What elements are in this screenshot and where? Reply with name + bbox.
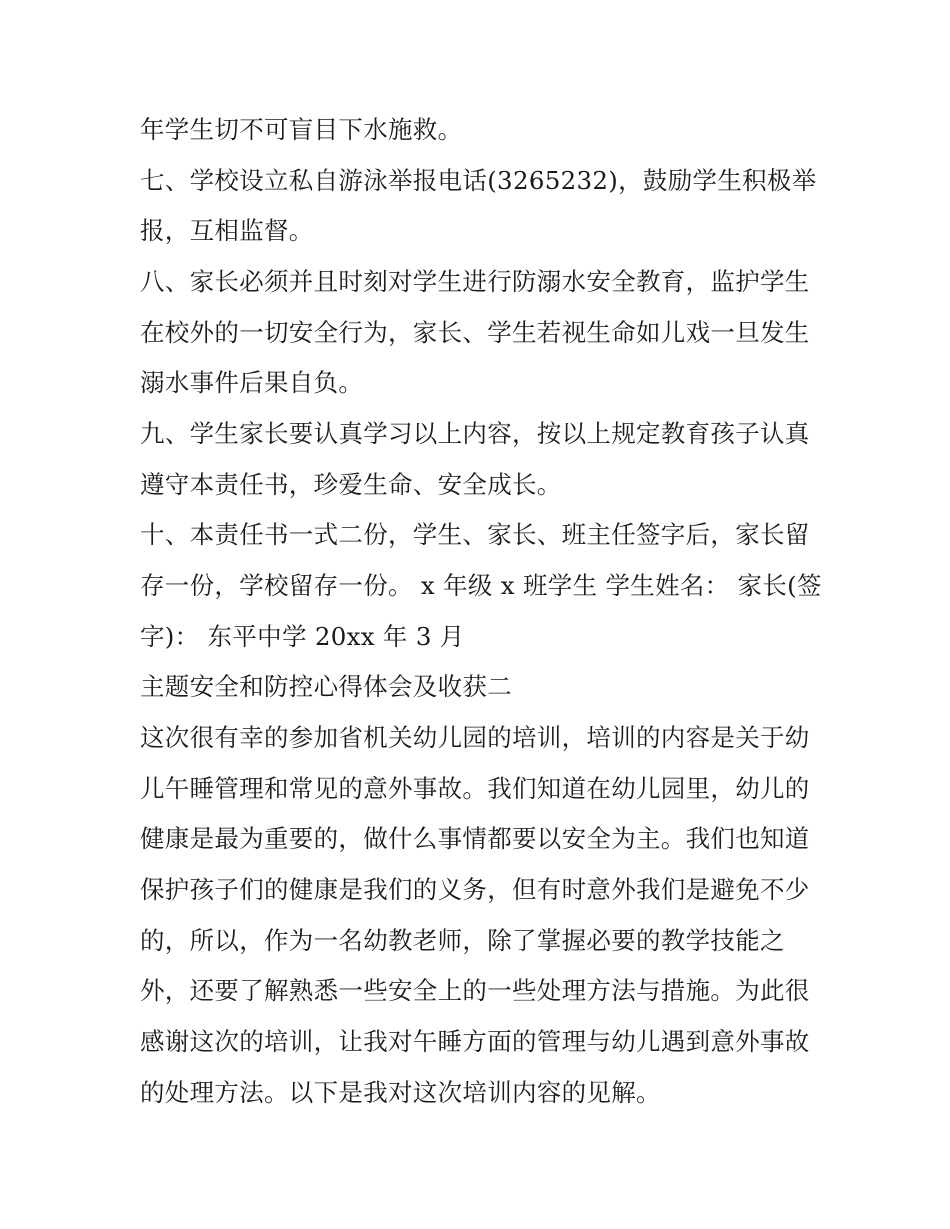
section-heading: 主题安全和防控心得体会及收获二 xyxy=(140,672,512,701)
text-line: 八、家长必须并且时刻对学生进行防溺水安全教育，监护学生 xyxy=(140,267,810,296)
text-line: 儿午睡管理和常见的意外事故。我们知道在幼儿园里，幼儿的 xyxy=(140,774,810,803)
text-line: 遵守本责任书，珍爱生命、安全成长。 xyxy=(140,470,562,499)
text-line: 的，所以，作为一名幼教老师，除了掌握必要的教学技能之 xyxy=(140,926,785,955)
text-line: 保护孩子们的健康是我们的义务，但有时意外我们是避免不少 xyxy=(140,875,810,904)
text-line: 在校外的一切安全行为，家长、学生若视生命如儿戏一旦发生 xyxy=(140,318,810,347)
text-line: 感谢这次的培训，让我对午睡方面的管理与幼儿遇到意外事故 xyxy=(140,1027,810,1056)
text-line: 这次很有幸的参加省机关幼儿园的培训，培训的内容是关于幼 xyxy=(140,723,810,752)
text-line: 字)： 东平中学 20xx 年 3 月 xyxy=(140,622,465,651)
text-line: 溺水事件后果自负。 xyxy=(140,368,364,397)
text-line: 报，互相监督。 xyxy=(140,216,314,245)
text-line: 外，还要了解熟悉一些安全上的一些处理方法与措施。为此很 xyxy=(140,976,810,1005)
text-line: 健康是最为重要的，做什么事情都要以安全为主。我们也知道 xyxy=(140,824,810,853)
text-line: 存一份，学校留存一份。 x 年级 x 班学生 学生姓名： 家长(签 xyxy=(140,571,822,600)
text-line: 九、学生家长要认真学习以上内容，按以上规定教育孩子认真 xyxy=(140,419,810,448)
text-line: 七、学校设立私自游泳举报电话(3265232)，鼓励学生积极举 xyxy=(140,166,817,195)
text-line: 十、本责任书一式二份，学生、家长、班主任签字后，家长留 xyxy=(140,520,810,549)
text-line: 年学生切不可盲目下水施救。 xyxy=(140,115,463,144)
text-line: 的处理方法。以下是我对这次培训内容的见解。 xyxy=(140,1078,661,1107)
